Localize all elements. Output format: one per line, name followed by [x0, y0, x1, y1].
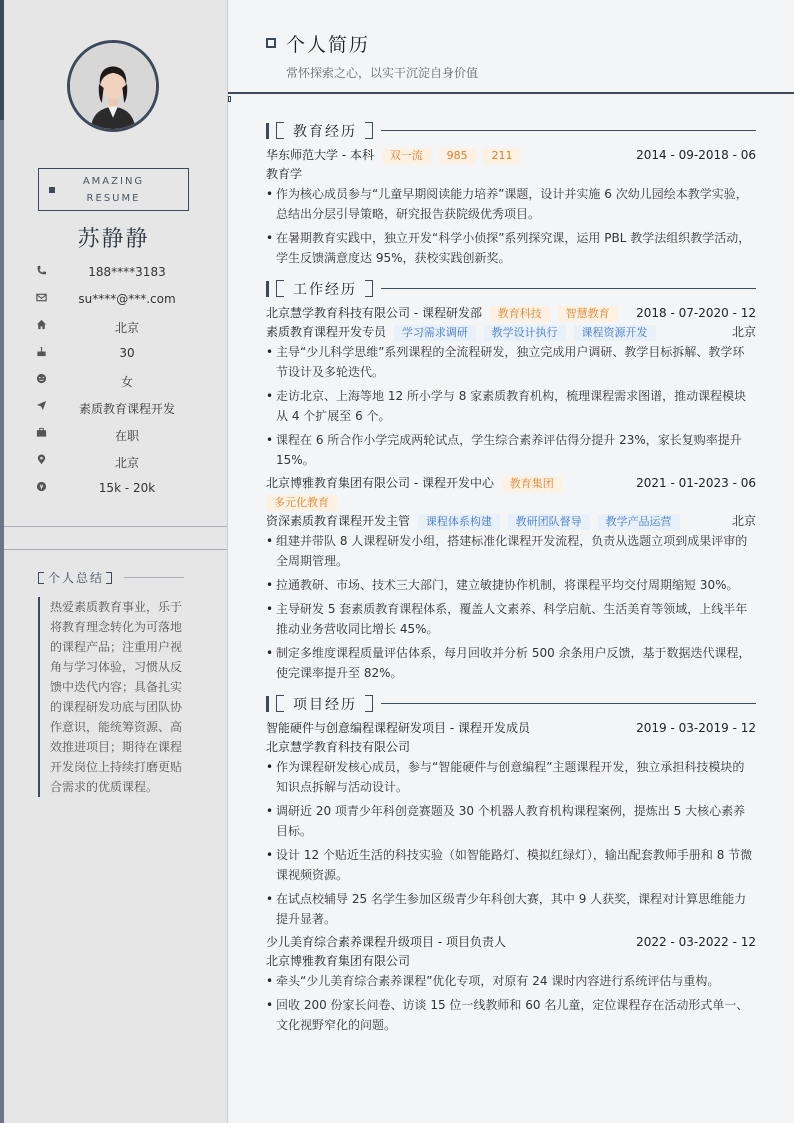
info-value: 188****3183: [88, 265, 166, 279]
project-entry-head: [266, 933, 756, 952]
list-item: • 在暑期教育实践中，独立开发“科学小侦探”系列探究课，运用 PBL 教学法组织教学活动，学生反馈满意度达 95%，获校实践创新奖。: [266, 228, 756, 268]
email-icon: [36, 292, 50, 306]
date-range: 2018 - 07-2020 - 12: [636, 306, 756, 320]
info-value: 素质教育课程开发: [78, 402, 175, 416]
education-bullets: [266, 184, 756, 268]
home-icon: [36, 319, 50, 333]
date-range: 2014 - 09-2018 - 06: [636, 148, 756, 162]
job-location: 北京: [731, 514, 756, 528]
info-value: su****@***.com: [78, 292, 176, 306]
skill-tag: 教学产品运营: [598, 514, 680, 530]
tag: 多元化教育: [266, 495, 337, 511]
list-item: • 主导“少儿科学思维”系列课程的全流程研发，独立完成用户调研、教学目标拆解、教学环节设计及多轮迭代。: [266, 342, 756, 382]
person-name: 苏静静: [77, 227, 150, 252]
section-heading-work: [266, 274, 756, 304]
decorative-mark: [228, 96, 231, 102]
summary-heading: [38, 569, 112, 586]
list-item: • 走访北京、上海等地 12 所小学与 8 家素质教育机构，梳理课程需求图谱，推动课程模块从 4 个扩展至 6 个。: [266, 386, 756, 426]
date-range: 2021 - 01-2023 - 06: [636, 476, 756, 490]
date-range: 2022 - 03-2022 - 12: [636, 935, 756, 949]
resume-text: RESUME: [86, 193, 141, 204]
square-icon: [266, 38, 276, 48]
job-bullets: [266, 531, 756, 683]
skill-tag: 教研团队督导: [508, 514, 590, 530]
job-location: 北京: [731, 325, 756, 339]
info-salary: [36, 479, 196, 506]
project-name: 智能硬件与创意编程课程研发项目 - 课程开发成员: [266, 721, 530, 735]
info-gender: [36, 371, 196, 398]
amazing-resume-box: [38, 168, 189, 211]
list-item: • 主导研发 5 套素质教育课程体系，覆盖人文素养、科学启航、生活美育等领域，上线半年推动业务营收同比增长 45%。: [266, 599, 756, 639]
info-value: 北京: [114, 321, 139, 335]
tag: 985: [439, 148, 476, 164]
page-title: 个人简历: [286, 34, 371, 56]
list-item: • 拉通教研、市场、技术三大部门，建立敏捷协作机制，将课程平均交付周期缩短 30%。: [266, 575, 756, 595]
list-item: • 课程在 6 所合作小学完成两轮试点，学生综合素养评估得分提升 23%，家长复购率提升 15%。: [266, 430, 756, 470]
list-item: • 调研近 20 项青少年科创竞赛题及 30 个机器人教育机构课程案例，提炼出 5 大核心素养目标。: [266, 801, 756, 841]
info-phone: [36, 263, 196, 290]
info-city: [36, 317, 196, 344]
list-item: • 作为核心成员参与“儿童早期阅读能力培养”课题，设计并实施 6 次幼儿园绘本教学实验，总结出分层引导策略，研究报告获院级优秀项目。: [266, 184, 756, 224]
avatar-portrait-icon: [70, 43, 156, 129]
info-value: 北京: [114, 456, 139, 470]
list-item: • 牵头“少儿美育综合素养课程”优化专项，对原有 24 课时内容进行系统评估与重构。: [266, 971, 756, 991]
birthday-cake-icon: [36, 346, 50, 360]
location-pin-icon: [36, 454, 50, 468]
info-age: [36, 344, 196, 371]
info-value: 30: [119, 346, 135, 360]
sidebar: [0, 0, 228, 1123]
section-heading-education: [266, 116, 756, 146]
major: 教育学: [266, 167, 303, 181]
info-value: 在职: [114, 429, 139, 443]
company-name: 北京慧学教育科技有限公司 - 课程研发部: [266, 306, 482, 320]
job-entry-head: [266, 304, 756, 323]
section-title: 教育经历: [293, 124, 357, 140]
job-role: 资深素质教育课程开发主管: [266, 514, 411, 528]
company-name: 北京博雅教育集团有限公司 - 课程开发中心: [266, 476, 494, 490]
date-range: 2019 - 03-2019 - 12: [636, 721, 756, 735]
school-name: 华东师范大学 - 本科: [266, 148, 374, 162]
tag: 教育科技: [490, 306, 550, 322]
briefcase-icon: [36, 427, 50, 441]
education-entry-head: [266, 146, 756, 165]
info-value: 15k - 20k: [98, 481, 156, 495]
summary-title: 个人总结: [48, 571, 105, 585]
tag: 教育集团: [502, 476, 562, 492]
page-header: [228, 0, 794, 94]
sidebar-edge: [0, 0, 4, 1123]
job-bullets: [266, 342, 756, 470]
face-icon: [36, 373, 50, 387]
list-item: • 组建并带队 8 人课程研发小组，搭建标准化课程开发流程，负责从选题立项到成果评审的全周期管理。: [266, 531, 756, 571]
section-title: 项目经历: [293, 697, 357, 713]
square-icon: [49, 187, 55, 193]
tag: 双一流: [382, 148, 431, 164]
sidebar-edge-accent: [0, 0, 4, 120]
paper-plane-icon: [36, 400, 50, 414]
tag: 智慧教育: [558, 306, 618, 322]
info-target: [36, 398, 196, 425]
job-role-line: [266, 512, 756, 531]
tag: 211: [483, 148, 520, 164]
section-title: 工作经历: [293, 282, 357, 298]
project-entry-head: [266, 719, 756, 738]
job-role-line: [266, 323, 756, 342]
project-org: 北京博雅教育集团有限公司: [266, 954, 411, 968]
page-subtitle: 常怀探索之心，以实干沉淀自身价值: [286, 66, 479, 80]
avatar: [67, 40, 159, 132]
list-item: • 在试点校辅导 25 名学生参加区级青少年科创大赛，其中 9 人获奖，课程对计算思维能力提升显著。: [266, 889, 756, 929]
summary-heading-line: [124, 577, 184, 578]
summary-text: 热爱素质教育事业，乐于将教育理念转化为可落地的课程产品；注重用户视角与学习体验，习惯从反馈中迭代内容；具备扎实的课程研发功底与团队协作意识，能统筹资源、高效推进项目；期待在课程开发岗位上持续打磨更贴合需求的优质课程。: [38, 597, 186, 797]
list-item: • 回收 200 份家长问卷、访谈 15 位一线教师和 60 名儿童，定位课程存在活动形式单一、文化视野窄化的问题。: [266, 995, 756, 1035]
divider: [4, 526, 227, 527]
list-item: • 设计 12 个贴近生活的科技实验（如智能路灯、模拟红绿灯），输出配套教师手册和 8 节微课视频资源。: [266, 845, 756, 885]
info-email: [36, 290, 196, 317]
job-role: 素质教育课程开发专员: [266, 325, 387, 339]
info-value: 女: [120, 375, 133, 389]
contact-info: [36, 263, 196, 506]
skill-tag: 课程资源开发: [574, 325, 656, 341]
list-item: • 作为课程研发核心成员，参与“智能硬件与创意编程”主题课程开发，独立承担科技模块的知识点拆解与活动设计。: [266, 757, 756, 797]
list-item: • 制定多维度课程质量评估体系，每月回收并分析 500 余条用户反馈，基于数据迭代课程，使完课率提升至 82%。: [266, 643, 756, 683]
info-status: [36, 425, 196, 452]
project-bullets: [266, 971, 756, 1035]
project-bullets: [266, 757, 756, 929]
amazing-text: AMAZING: [82, 176, 145, 187]
skill-tag: 教学设计执行: [484, 325, 566, 341]
job-entry-head: [266, 474, 756, 512]
money-icon: [36, 481, 50, 495]
main-content: [266, 110, 756, 1039]
phone-icon: [36, 265, 50, 279]
info-location: [36, 452, 196, 479]
skill-tag: 课程体系构建: [418, 514, 500, 530]
project-org: 北京慧学教育科技有限公司: [266, 740, 411, 754]
project-name: 少儿美育综合素养课程升级项目 - 项目负责人: [266, 935, 506, 949]
divider: [4, 549, 227, 550]
section-heading-projects: [266, 689, 756, 719]
skill-tag: 学习需求调研: [394, 325, 476, 341]
